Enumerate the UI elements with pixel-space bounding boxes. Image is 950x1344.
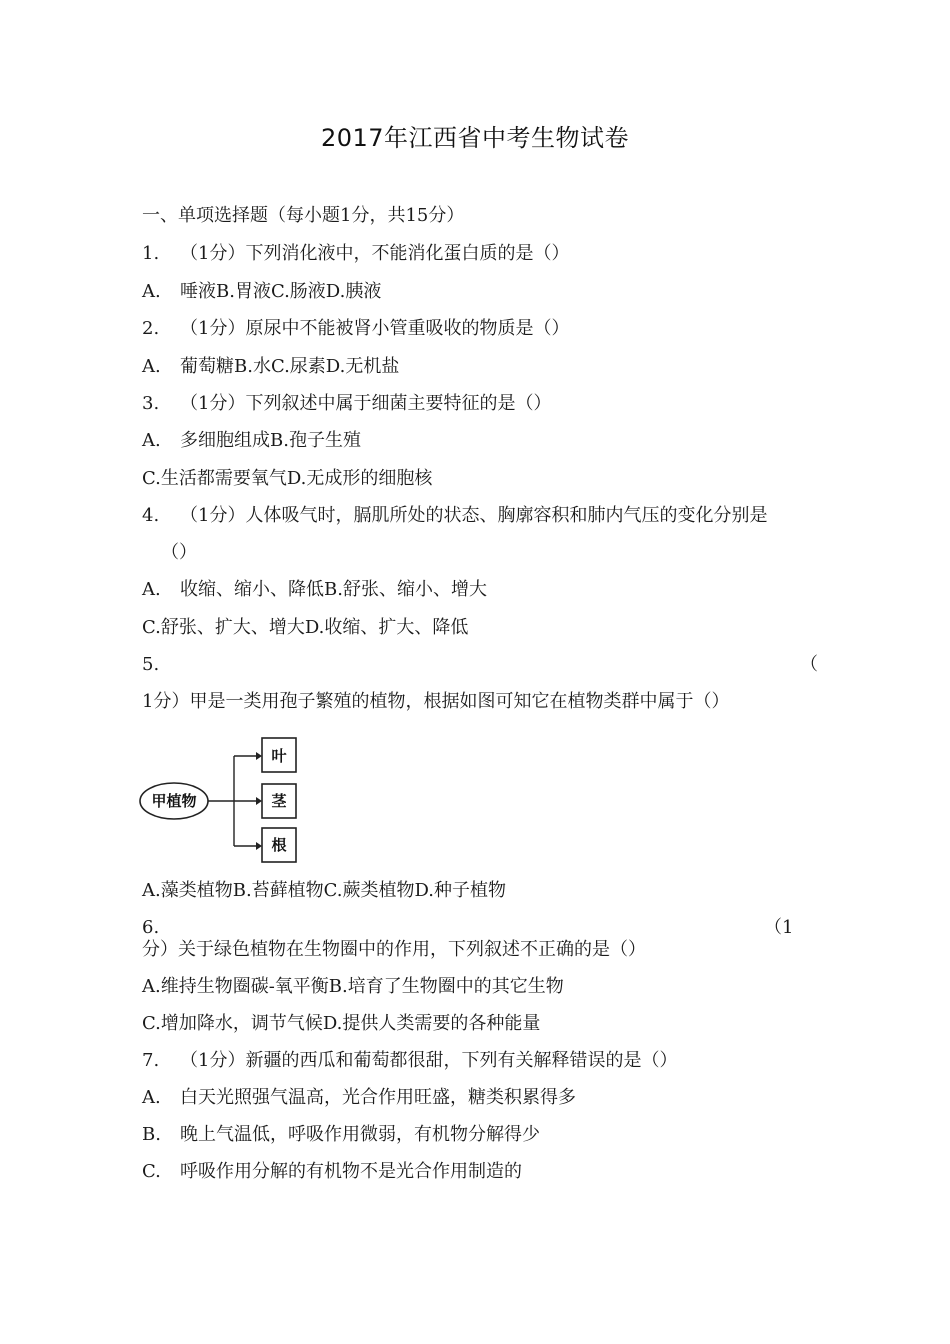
question-2: [142, 317, 569, 341]
branch-label-leaf: 叶: [271, 747, 287, 765]
question-4-options: [142, 578, 487, 602]
question-4-stem-cont: （）: [161, 542, 197, 563]
question-number: 1.: [142, 243, 160, 264]
option-text: 收缩、缩小、降低B.舒张、缩小、增大: [180, 579, 487, 600]
question-6-options: A.维持生物圈碳-氧平衡B.培育了生物圈中的其它生物: [142, 976, 564, 997]
question-5-stem: 1分）甲是一类用孢子繁殖的植物，根据如图可知它在植物类群中属于（）: [142, 691, 730, 712]
question-stem: （1分）下列消化液中，不能消化蛋白质的是（）: [180, 243, 570, 264]
option-text: 多细胞组成B.孢子生殖: [180, 430, 361, 451]
arrow-head-2: [256, 797, 262, 805]
question-7-choice-b: [142, 1123, 540, 1147]
question-2-options: [142, 355, 399, 379]
branch-label-stem: 茎: [271, 792, 287, 810]
arrow-head-3: [256, 842, 262, 850]
branch-label-root: 根: [271, 836, 287, 854]
question-6-options-2: C.增加降水，调节气候D.提供人类需要的各种能量: [142, 1013, 541, 1034]
option-letter: A.: [142, 1087, 161, 1108]
question-3-options-2: C.生活都需要氧气D.无成形的细胞核: [142, 468, 433, 489]
option-letter: A.: [142, 430, 161, 451]
question-7-choice-a: [142, 1086, 576, 1110]
section-heading: 一、单项选择题（每小题1分，共15分）: [142, 205, 465, 226]
question-stem: （1分）新疆的西瓜和葡萄都很甜，下列有关解释错误的是（）: [180, 1050, 678, 1071]
diagram-root-label: 甲植物: [151, 792, 197, 810]
question-3: [142, 392, 551, 416]
option-letter: C.: [142, 1161, 161, 1182]
option-text: 唾液B.胃液C.肠液D.胰液: [180, 281, 382, 302]
question-3-options: [142, 429, 361, 453]
question-number: 3.: [142, 393, 160, 414]
question-6-paren: （1: [764, 917, 794, 938]
question-7-choice-c: [142, 1160, 522, 1184]
question-stem: （1分）人体吸气时，膈肌所处的状态、胸廓容积和肺内气压的变化分别是: [180, 505, 768, 526]
question-number: 4.: [142, 505, 160, 526]
option-letter: B.: [142, 1124, 161, 1145]
option-text: 呼吸作用分解的有机物不是光合作用制造的: [180, 1161, 522, 1182]
question-4: [142, 504, 767, 528]
question-5-number: 5.: [142, 654, 160, 675]
question-stem: （1分）下列叙述中属于细菌主要特征的是（）: [180, 393, 552, 414]
question-1-options: [142, 280, 381, 304]
question-stem: （1分）原尿中不能被肾小管重吸收的物质是（）: [180, 318, 570, 339]
arrow-head-1: [256, 752, 262, 760]
question-5-paren: （: [800, 654, 818, 675]
option-text: 白天光照强气温高，光合作用旺盛，糖类积累得多: [180, 1087, 576, 1108]
option-letter: A.: [142, 356, 161, 377]
question-1: [142, 242, 569, 266]
plant-structure-diagram: [136, 734, 306, 864]
page-title: 2017年江西省中考生物试卷: [320, 124, 630, 152]
question-6-number: 6.: [142, 917, 160, 938]
question-5-options: A.藻类植物B.苔藓植物C.蕨类植物D.种子植物: [142, 880, 507, 901]
question-6-stem: 分）关于绿色植物在生物圈中的作用，下列叙述不正确的是（）: [142, 939, 646, 960]
question-4-options-2: C.舒张、扩大、增大D.收缩、扩大、降低: [142, 617, 469, 638]
question-7: [142, 1049, 677, 1073]
option-letter: A.: [142, 281, 161, 302]
option-text: 葡萄糖B.水C.尿素D.无机盐: [180, 356, 400, 377]
question-number: 7.: [142, 1050, 160, 1071]
option-letter: A.: [142, 579, 161, 600]
question-number: 2.: [142, 318, 160, 339]
option-text: 晚上气温低，呼吸作用微弱，有机物分解得少: [180, 1124, 540, 1145]
